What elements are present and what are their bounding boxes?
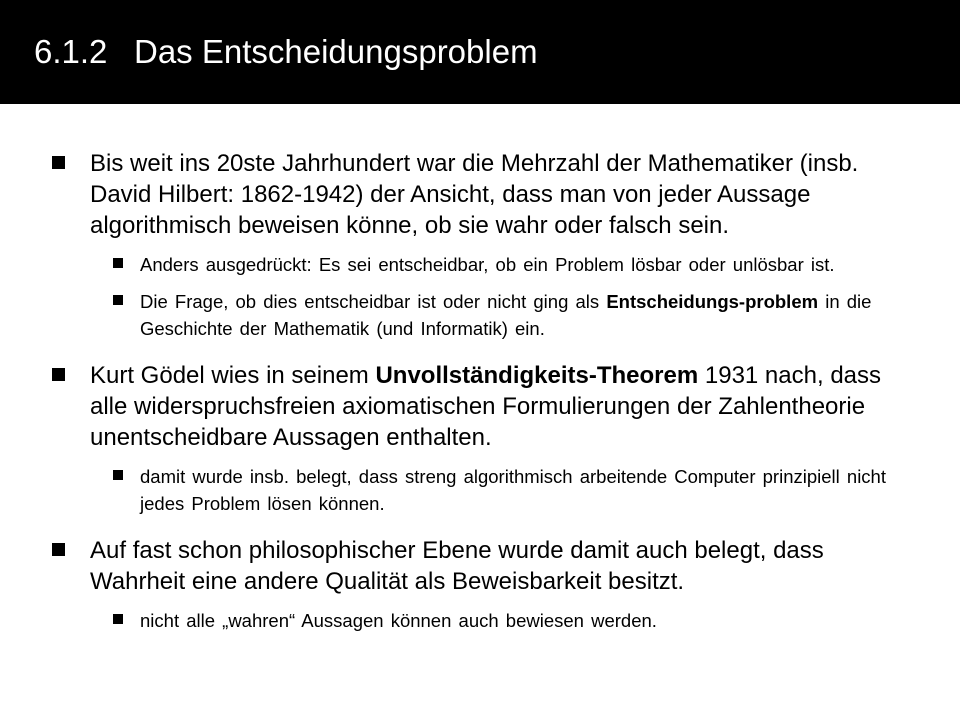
slide-title-text: Das Entscheidungsproblem	[134, 33, 538, 70]
sub-bullet-entscheidbar	[140, 251, 910, 278]
bullet-goedel	[90, 360, 920, 453]
square-bullet-icon	[113, 470, 123, 480]
sub-bullet-text: Anders ausgedrückt: Es sei entscheidbar, ob ein Problem lösbar oder unlösbar ist.	[140, 254, 835, 275]
bullet-text: Auf fast schon philosophischer Ebene wurde damit auch belegt, dass Wahrheit eine andere Qualität als Beweisbarkeit besitzt.	[90, 537, 824, 595]
square-bullet-icon	[113, 295, 123, 305]
sub-bullet-computer	[140, 463, 910, 517]
square-bullet-icon	[52, 156, 65, 169]
slide-title	[34, 32, 538, 72]
square-bullet-icon	[113, 614, 123, 624]
section-number: 6.1.2	[34, 33, 108, 70]
sub-bullet-text: nicht alle „wahren“ Aussagen können auch bewiesen werden.	[140, 610, 657, 631]
title-bar	[0, 0, 960, 104]
bullet-wahrheit	[90, 535, 920, 597]
sub-bullet-entscheidungsproblem	[140, 288, 910, 342]
square-bullet-icon	[52, 543, 65, 556]
sub-bullet-text-pre: Die Frage, ob dies entscheidbar ist oder nicht ging als	[140, 291, 600, 312]
bullet-text: Bis weit ins 20ste Jahrhundert war die Mehrzahl der Mathematiker (insb. David Hilbert: 1862-1942) der Ansicht, dass man von jeder Aussage algorithmisch beweisen könne, ob sie wahr oder falsch sein.	[90, 150, 859, 239]
sub-bullet-text: damit wurde insb. belegt, dass streng algorithmisch arbeitende Computer prinzipiell nicht jedes Problem lösen können.	[140, 466, 886, 514]
square-bullet-icon	[52, 368, 65, 381]
square-bullet-icon	[113, 258, 123, 268]
term-entscheidungsproblem: Entscheidungs-problem	[606, 291, 819, 312]
sub-bullet-beweisbarkeit	[140, 607, 910, 634]
bullet-text-post: 1931 nach, dass alle widerspruchsfreien axiomatischen Formulierungen der Zahlentheorie unentscheidbare Aussagen enthalten.	[90, 362, 882, 451]
term-unvollstaendigkeits-theorem: Unvollständigkeits-Theorem	[375, 362, 699, 389]
bullet-text-pre: Kurt Gödel wies in seinem	[90, 362, 369, 389]
slide-content	[0, 148, 960, 634]
sub-bullet-text-post: in die Geschichte der Mathematik (und Informatik) ein.	[140, 291, 872, 339]
bullet-hilbert	[90, 148, 920, 241]
